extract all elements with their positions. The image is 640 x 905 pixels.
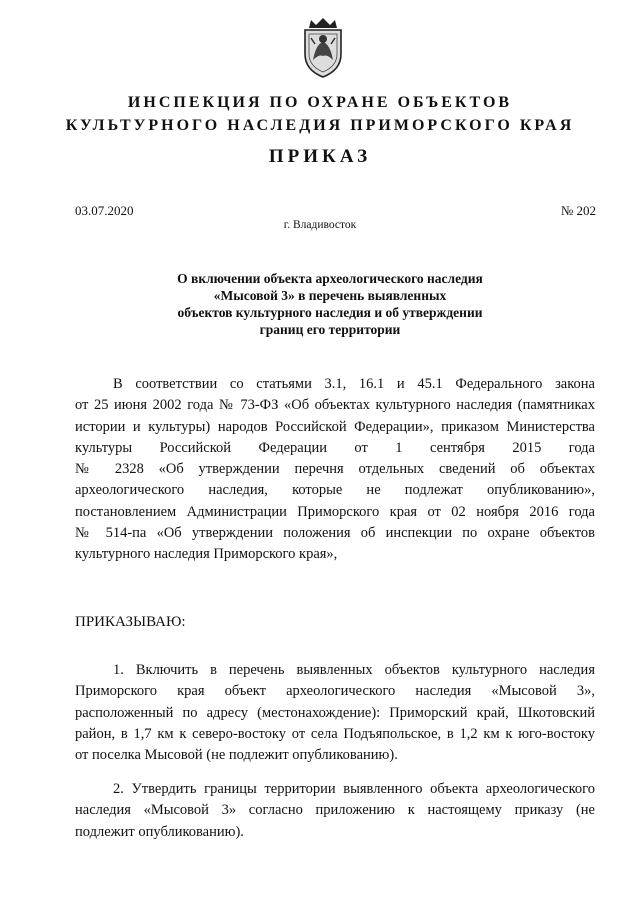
subject-line: объектов культурного наследия и об утверждении: [177, 305, 483, 320]
preamble-paragraph: [75, 374, 595, 566]
order-word: ПРИКАЗЫВАЮ:: [75, 614, 186, 630]
text-line: культурного наследия Приморского края»,: [75, 546, 338, 563]
text-line: № 514-па «Об утверждении положения об инспекции по охране объектов: [75, 525, 595, 542]
document-type: ПРИКАЗ: [268, 146, 372, 167]
item-2-paragraph: [75, 779, 595, 843]
text-line: 1. Включить в перечень выявленных объектов культурного наследия: [113, 662, 595, 678]
text-line: подлежит опубликованию).: [75, 823, 244, 840]
document-date: 03.07.2020: [75, 203, 134, 218]
text-line: наследия «Мысовой 3» согласно приложению к настоящему приказу (не: [75, 802, 595, 819]
text-line: расположенный по адресу (местонахождение): Приморский край, Шкотовский: [75, 704, 595, 721]
text-line: 2. Утвердить границы территории выявленного объекта археологического: [113, 781, 595, 797]
item-1-paragraph: [75, 660, 595, 766]
organization-line-1: ИНСПЕКЦИЯ ПО ОХРАНЕ ОБЪЕКТОВ: [127, 94, 513, 111]
text-line: от 25 июня 2002 года № 73-ФЗ «Об объектах культурного наследия (памятниках: [75, 397, 595, 414]
text-line: культуры Российской Федерации от 1 сентября 2015 года: [75, 439, 595, 456]
text-line: № 2328 «Об утверждении перечня отдельных сведений об объектах: [75, 461, 595, 478]
subject-line: О включении объекта археологического наследия: [177, 271, 483, 286]
text-line: постановлением Администрации Приморского края от 02 ноября 2016 года: [75, 503, 595, 520]
subject-line: границ его территории: [259, 322, 401, 337]
document-number: № 202: [560, 203, 596, 218]
text-line: истории и культуры) народов Российской Федерации», приказом Министерства: [75, 418, 595, 435]
organization-line-2: КУЛЬТУРНОГО НАСЛЕДИЯ ПРИМОРСКОГО КРАЯ: [65, 117, 575, 134]
text-line: район, в 1,7 км к северо-востоку от села Подъяпольское, в 1,2 км к юго-востоку: [75, 725, 595, 742]
document-city: г. Владивосток: [283, 219, 357, 231]
coat-of-arms-icon: [299, 14, 347, 80]
text-line: В соответствии со статьями 3.1, 16.1 и 45.1 Федерального закона: [113, 376, 595, 392]
subject-line: «Мысовой 3» в перечень выявленных: [213, 288, 447, 303]
text-line: от поселка Мысовой (не подлежит опубликованию).: [75, 747, 398, 764]
document-subject: [140, 270, 520, 338]
text-line: археологического наследия, которые не подлежат опубликованию»,: [75, 482, 595, 499]
text-line: Приморского края объект археологического наследия «Мысовой 3»,: [75, 683, 595, 700]
